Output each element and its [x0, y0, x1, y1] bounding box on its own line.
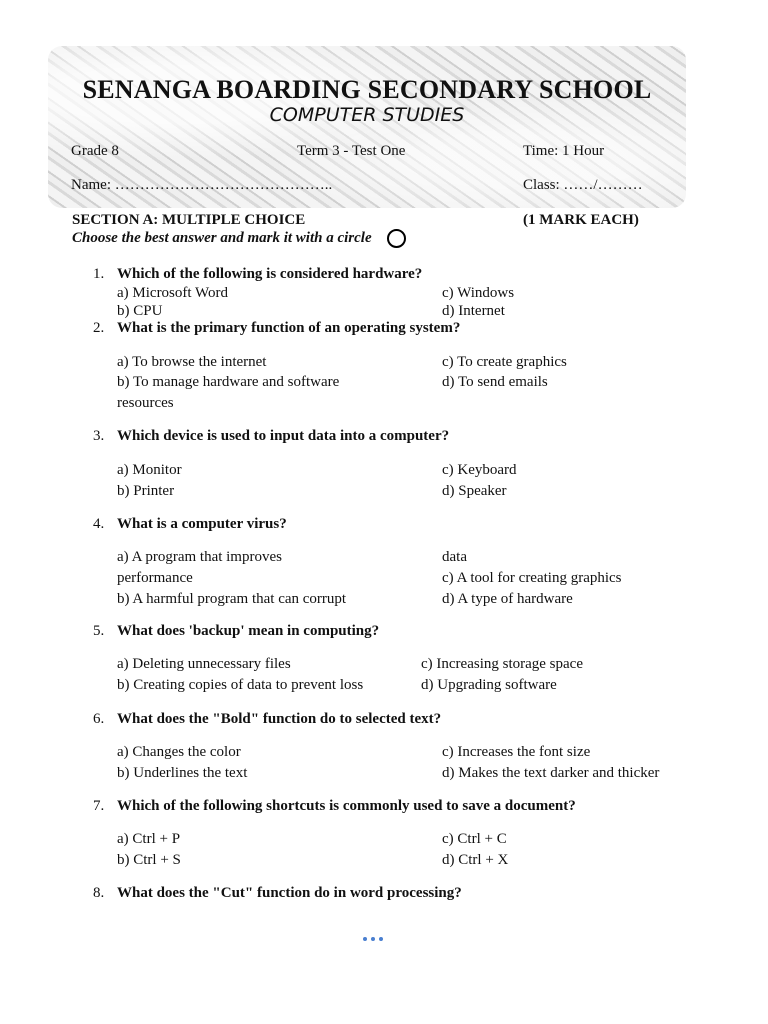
- option-a: a) Changes the color: [117, 744, 241, 760]
- dot-icon: [379, 937, 383, 941]
- question-number: 2.: [93, 320, 105, 336]
- option-c: c) Increases the font size: [442, 744, 591, 760]
- option-a-continued: performance: [117, 570, 193, 586]
- option-b: b) Underlines the text: [117, 765, 248, 781]
- question-number: 1.: [93, 266, 105, 282]
- option-d: d) Speaker: [442, 483, 507, 499]
- option-c: c) Ctrl + C: [442, 831, 507, 847]
- option-a: a) A program that improves: [117, 549, 282, 565]
- section-marks: (1 MARK EACH): [523, 212, 639, 228]
- question-text: What does the "Bold" function do to selected text?: [117, 711, 442, 727]
- option-a: a) To browse the internet: [117, 354, 267, 370]
- option-c: c) Keyboard: [442, 462, 517, 478]
- question-text: What does 'backup' mean in computing?: [117, 623, 380, 639]
- question-number: 6.: [93, 711, 105, 727]
- question-number: 8.: [93, 885, 105, 901]
- option-b: b) Printer: [117, 483, 175, 499]
- instruction-text: Choose the best answer and mark it with a circle: [72, 230, 372, 246]
- option-c: c) To create graphics: [442, 354, 567, 370]
- dot-icon: [363, 937, 367, 941]
- option-c: c) Windows: [442, 285, 515, 301]
- circle-icon: [387, 229, 406, 248]
- option-d: d) Ctrl + X: [442, 852, 509, 868]
- time-label: Time: 1 Hour: [523, 143, 605, 159]
- question-number: 4.: [93, 516, 105, 532]
- name-field: Name: ……………………………………..: [71, 177, 333, 193]
- option-d: d) To send emails: [442, 374, 548, 390]
- option-d: d) A type of hardware: [442, 591, 573, 607]
- option-b: b) To manage hardware and software: [117, 374, 340, 390]
- dot-icon: [371, 937, 375, 941]
- option-b: b) A harmful program that can corrupt: [117, 591, 347, 607]
- exam-header-box: [48, 46, 686, 208]
- option-a: a) Ctrl + P: [117, 831, 181, 847]
- more-pages-icon[interactable]: [362, 934, 388, 944]
- question-text: Which of the following is considered hardware?: [117, 266, 423, 282]
- term-label: Term 3 - Test One: [297, 143, 406, 159]
- option-a: a) Monitor: [117, 462, 182, 478]
- question-text: Which of the following shortcuts is commonly used to save a document?: [117, 798, 576, 814]
- option-c: c) Increasing storage space: [421, 656, 583, 672]
- option-b: b) CPU: [117, 303, 163, 319]
- option-b-continued: resources: [117, 395, 174, 411]
- option-d: d) Makes the text darker and thicker: [442, 765, 660, 781]
- question-text: Which device is used to input data into a computer?: [117, 428, 450, 444]
- question-text: What does the "Cut" function do in word processing?: [117, 885, 462, 901]
- option-b-continued: data: [442, 549, 467, 565]
- question-number: 5.: [93, 623, 105, 639]
- option-c: c) A tool for creating graphics: [442, 570, 622, 586]
- option-d: d) Internet: [442, 303, 505, 319]
- school-name: SENANGA BOARDING SECONDARY SCHOOL: [82, 75, 652, 104]
- class-field: Class: ……/………: [523, 177, 643, 193]
- option-a: a) Deleting unnecessary files: [117, 656, 291, 672]
- option-b: b) Creating copies of data to prevent loss: [117, 677, 364, 693]
- question-number: 3.: [93, 428, 105, 444]
- option-b: b) Ctrl + S: [117, 852, 181, 868]
- question-text: What is a computer virus?: [117, 516, 287, 532]
- subject-title: COMPUTER STUDIES: [269, 104, 465, 126]
- option-a: a) Microsoft Word: [117, 285, 228, 301]
- grade-label: Grade 8: [71, 143, 119, 159]
- option-d: d) Upgrading software: [421, 677, 557, 693]
- section-title: SECTION A: MULTIPLE CHOICE: [72, 212, 306, 228]
- question-text: What is the primary function of an operating system?: [117, 320, 461, 336]
- question-number: 7.: [93, 798, 105, 814]
